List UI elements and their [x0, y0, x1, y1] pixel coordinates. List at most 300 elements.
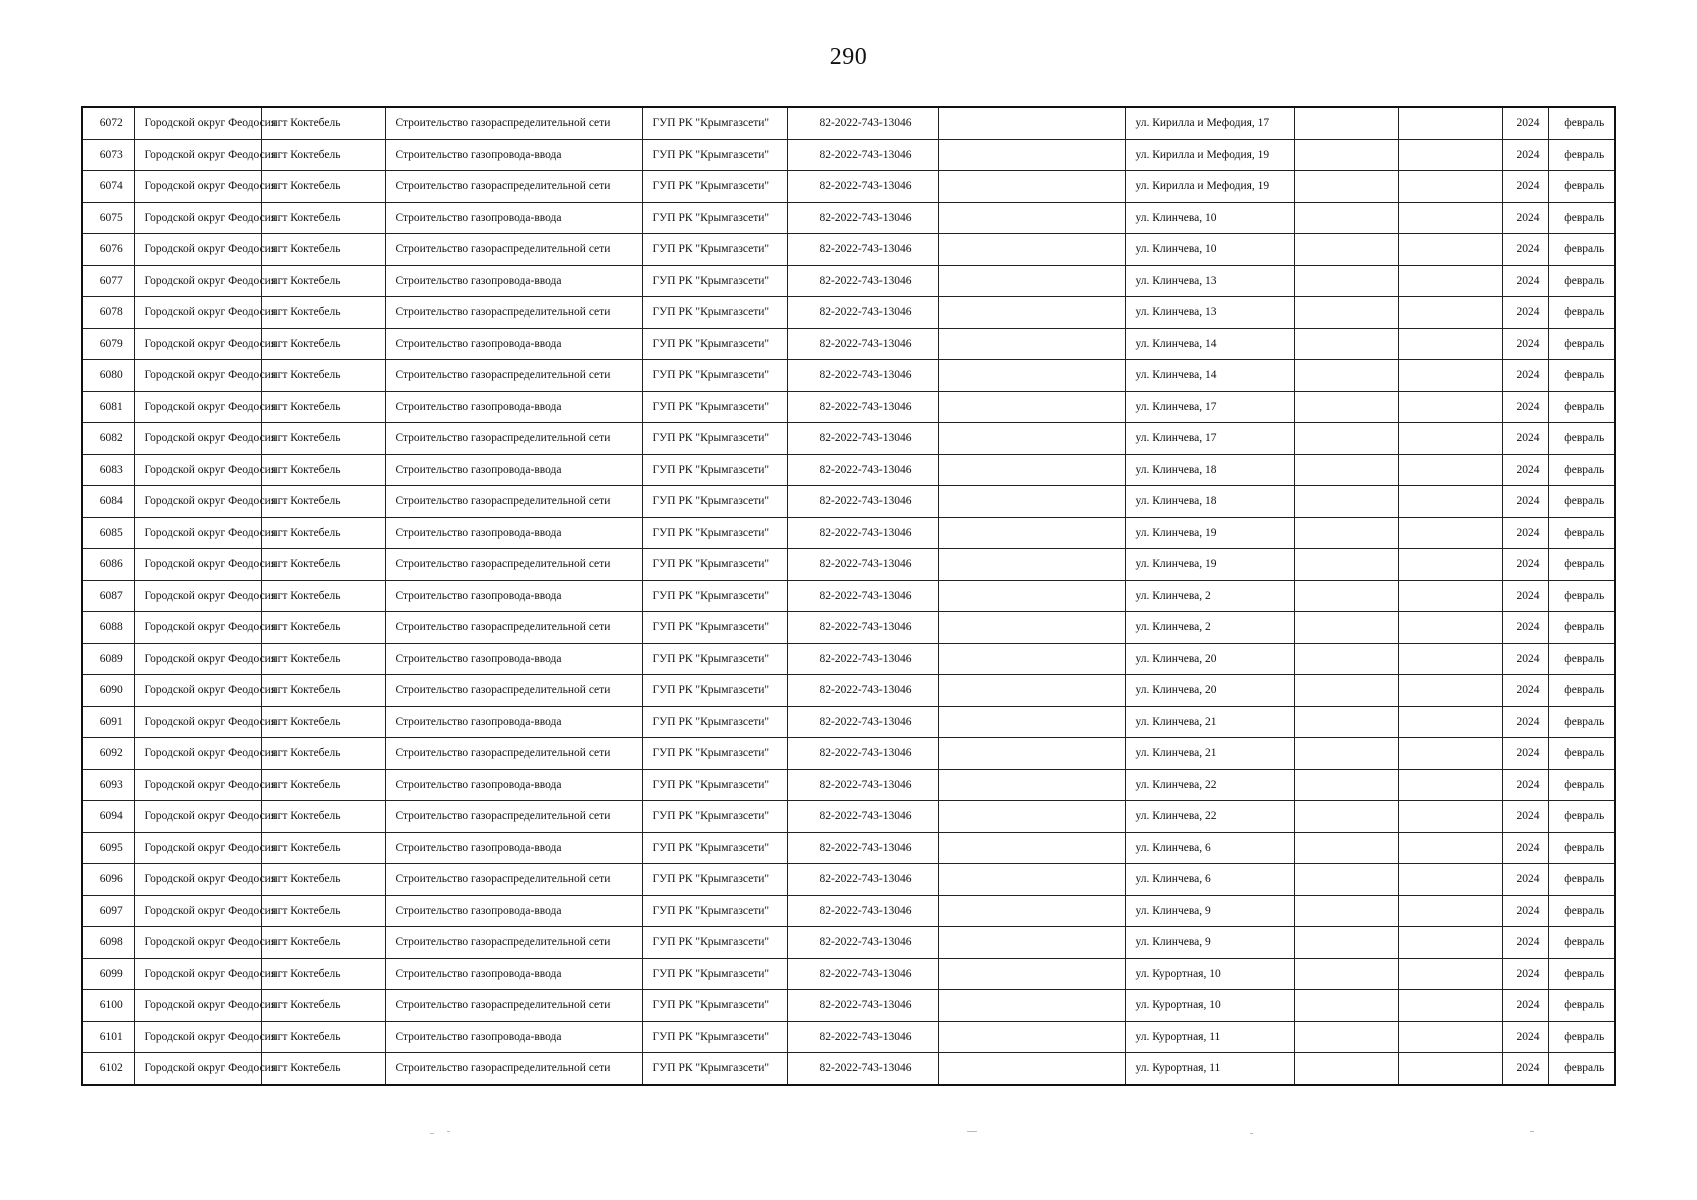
district-cell: Городской округ Феодосия [134, 391, 261, 423]
district-cell: Городской округ Феодосия [134, 895, 261, 927]
row-number: 6095 [82, 832, 134, 864]
organization-cell: ГУП РК "Крымгазсети" [642, 107, 787, 139]
organization-cell: ГУП РК "Крымгазсети" [642, 738, 787, 770]
empty-cell [938, 738, 1125, 770]
district-cell: Городской округ Феодосия [134, 202, 261, 234]
empty-cell [1294, 202, 1398, 234]
address-cell: ул. Курортная, 11 [1125, 1053, 1294, 1085]
month-cell: февраль [1548, 958, 1615, 990]
table-row [82, 675, 1615, 707]
registry-code-cell: 82-2022-743-13046 [787, 832, 938, 864]
empty-cell [1294, 107, 1398, 139]
settlement-cell: пгт Коктебель [261, 423, 385, 455]
organization-cell: ГУП РК "Крымгазсети" [642, 486, 787, 518]
organization-cell: ГУП РК "Крымгазсети" [642, 769, 787, 801]
registry-code-cell: 82-2022-743-13046 [787, 454, 938, 486]
empty-cell [1294, 549, 1398, 581]
table-row [82, 297, 1615, 329]
empty-cell [938, 391, 1125, 423]
registry-code-cell: 82-2022-743-13046 [787, 549, 938, 581]
month-cell: февраль [1548, 832, 1615, 864]
table-row [82, 107, 1615, 139]
row-number: 6075 [82, 202, 134, 234]
address-cell: ул. Клинчева, 13 [1125, 297, 1294, 329]
row-number: 6093 [82, 769, 134, 801]
empty-cell [938, 297, 1125, 329]
row-number: 6089 [82, 643, 134, 675]
year-cell: 2024 [1502, 675, 1548, 707]
row-number: 6076 [82, 234, 134, 266]
settlement-cell: пгт Коктебель [261, 139, 385, 171]
table-row [82, 706, 1615, 738]
empty-cell [1294, 801, 1398, 833]
district-cell: Городской округ Феодосия [134, 328, 261, 360]
empty-cell [1294, 1021, 1398, 1053]
registry-code-cell: 82-2022-743-13046 [787, 391, 938, 423]
row-number: 6074 [82, 171, 134, 203]
address-cell: ул. Клинчева, 18 [1125, 486, 1294, 518]
row-number: 6079 [82, 328, 134, 360]
district-cell: Городской округ Феодосия [134, 107, 261, 139]
empty-cell [1398, 958, 1502, 990]
settlement-cell: пгт Коктебель [261, 927, 385, 959]
registry-code-cell: 82-2022-743-13046 [787, 706, 938, 738]
row-number: 6098 [82, 927, 134, 959]
empty-cell [938, 517, 1125, 549]
empty-cell [1294, 927, 1398, 959]
registry-code-cell: 82-2022-743-13046 [787, 360, 938, 392]
year-cell: 2024 [1502, 927, 1548, 959]
empty-cell [938, 265, 1125, 297]
settlement-cell: пгт Коктебель [261, 486, 385, 518]
row-number: 6072 [82, 107, 134, 139]
organization-cell: ГУП РК "Крымгазсети" [642, 139, 787, 171]
row-number: 6087 [82, 580, 134, 612]
month-cell: февраль [1548, 139, 1615, 171]
year-cell: 2024 [1502, 297, 1548, 329]
work-type-cell: Строительство газопровода-ввода [385, 454, 642, 486]
empty-cell [1294, 234, 1398, 266]
settlement-cell: пгт Коктебель [261, 832, 385, 864]
organization-cell: ГУП РК "Крымгазсети" [642, 895, 787, 927]
empty-cell [1398, 832, 1502, 864]
empty-cell [1398, 990, 1502, 1022]
empty-cell [938, 643, 1125, 675]
work-type-cell: Строительство газораспределительной сети [385, 1053, 642, 1085]
year-cell: 2024 [1502, 549, 1548, 581]
row-number: 6078 [82, 297, 134, 329]
registry-code-cell: 82-2022-743-13046 [787, 107, 938, 139]
organization-cell: ГУП РК "Крымгазсети" [642, 360, 787, 392]
empty-cell [1398, 801, 1502, 833]
table-row [82, 612, 1615, 644]
empty-cell [1294, 297, 1398, 329]
month-cell: февраль [1548, 675, 1615, 707]
address-cell: ул. Клинчева, 9 [1125, 927, 1294, 959]
registry-code-cell: 82-2022-743-13046 [787, 202, 938, 234]
work-type-cell: Строительство газопровода-ввода [385, 139, 642, 171]
district-cell: Городской округ Феодосия [134, 517, 261, 549]
row-number: 6084 [82, 486, 134, 518]
month-cell: февраль [1548, 643, 1615, 675]
settlement-cell: пгт Коктебель [261, 738, 385, 770]
year-cell: 2024 [1502, 423, 1548, 455]
settlement-cell: пгт Коктебель [261, 612, 385, 644]
organization-cell: ГУП РК "Крымгазсети" [642, 990, 787, 1022]
year-cell: 2024 [1502, 486, 1548, 518]
empty-cell [1398, 549, 1502, 581]
district-cell: Городской округ Феодосия [134, 706, 261, 738]
settlement-cell: пгт Коктебель [261, 706, 385, 738]
table-row [82, 234, 1615, 266]
empty-cell [1398, 738, 1502, 770]
table-row [82, 1053, 1615, 1085]
district-cell: Городской округ Феодосия [134, 234, 261, 266]
empty-cell [938, 549, 1125, 581]
year-cell: 2024 [1502, 360, 1548, 392]
address-cell: ул. Курортная, 10 [1125, 958, 1294, 990]
settlement-cell: пгт Коктебель [261, 1053, 385, 1085]
settlement-cell: пгт Коктебель [261, 107, 385, 139]
empty-cell [938, 990, 1125, 1022]
address-cell: ул. Клинчева, 14 [1125, 360, 1294, 392]
work-type-cell: Строительство газопровода-ввода [385, 1021, 642, 1053]
empty-cell [1294, 454, 1398, 486]
work-type-cell: Строительство газораспределительной сети [385, 927, 642, 959]
empty-cell [1294, 265, 1398, 297]
registry-code-cell: 82-2022-743-13046 [787, 927, 938, 959]
settlement-cell: пгт Коктебель [261, 580, 385, 612]
organization-cell: ГУП РК "Крымгазсети" [642, 801, 787, 833]
month-cell: февраль [1548, 1053, 1615, 1085]
empty-cell [938, 171, 1125, 203]
row-number: 6099 [82, 958, 134, 990]
row-number: 6085 [82, 517, 134, 549]
work-type-cell: Строительство газораспределительной сети [385, 738, 642, 770]
table-row [82, 769, 1615, 801]
work-type-cell: Строительство газопровода-ввода [385, 769, 642, 801]
row-number: 6102 [82, 1053, 134, 1085]
month-cell: февраль [1548, 297, 1615, 329]
table-row [82, 958, 1615, 990]
work-type-cell: Строительство газораспределительной сети [385, 486, 642, 518]
registry-code-cell: 82-2022-743-13046 [787, 1053, 938, 1085]
month-cell: февраль [1548, 801, 1615, 833]
address-cell: ул. Клинчева, 17 [1125, 391, 1294, 423]
address-cell: ул. Клинчева, 18 [1125, 454, 1294, 486]
address-cell: ул. Клинчева, 2 [1125, 612, 1294, 644]
organization-cell: ГУП РК "Крымгазсети" [642, 454, 787, 486]
empty-cell [1294, 864, 1398, 896]
registry-code-cell: 82-2022-743-13046 [787, 738, 938, 770]
address-cell: ул. Кирилла и Мефодия, 19 [1125, 139, 1294, 171]
table-row [82, 391, 1615, 423]
work-type-cell: Строительство газораспределительной сети [385, 171, 642, 203]
registry-code-cell: 82-2022-743-13046 [787, 675, 938, 707]
table-row [82, 549, 1615, 581]
organization-cell: ГУП РК "Крымгазсети" [642, 958, 787, 990]
empty-cell [1294, 328, 1398, 360]
month-cell: февраль [1548, 895, 1615, 927]
table-row [82, 832, 1615, 864]
empty-cell [938, 328, 1125, 360]
work-type-cell: Строительство газопровода-ввода [385, 328, 642, 360]
address-cell: ул. Клинчева, 13 [1125, 265, 1294, 297]
district-cell: Городской округ Феодосия [134, 675, 261, 707]
row-number: 6094 [82, 801, 134, 833]
empty-cell [1294, 391, 1398, 423]
empty-cell [938, 612, 1125, 644]
year-cell: 2024 [1502, 738, 1548, 770]
district-cell: Городской округ Феодосия [134, 990, 261, 1022]
table-row [82, 139, 1615, 171]
empty-cell [1294, 517, 1398, 549]
empty-cell [938, 580, 1125, 612]
row-number: 6077 [82, 265, 134, 297]
district-cell: Городской округ Феодосия [134, 549, 261, 581]
registry-code-cell: 82-2022-743-13046 [787, 990, 938, 1022]
table-row [82, 202, 1615, 234]
organization-cell: ГУП РК "Крымгазсети" [642, 202, 787, 234]
year-cell: 2024 [1502, 864, 1548, 896]
empty-cell [938, 801, 1125, 833]
year-cell: 2024 [1502, 895, 1548, 927]
empty-cell [1294, 139, 1398, 171]
row-number: 6096 [82, 864, 134, 896]
table-row [82, 171, 1615, 203]
settlement-cell: пгт Коктебель [261, 675, 385, 707]
month-cell: февраль [1548, 107, 1615, 139]
year-cell: 2024 [1502, 612, 1548, 644]
year-cell: 2024 [1502, 769, 1548, 801]
empty-cell [938, 234, 1125, 266]
empty-cell [1398, 927, 1502, 959]
empty-cell [1294, 958, 1398, 990]
empty-cell [1398, 328, 1502, 360]
work-type-cell: Строительство газопровода-ввода [385, 265, 642, 297]
table-row [82, 864, 1615, 896]
address-cell: ул. Клинчева, 19 [1125, 517, 1294, 549]
month-cell: февраль [1548, 580, 1615, 612]
month-cell: февраль [1548, 423, 1615, 455]
register-table [81, 106, 1616, 1086]
organization-cell: ГУП РК "Крымгазсети" [642, 864, 787, 896]
empty-cell [1398, 486, 1502, 518]
district-cell: Городской округ Феодосия [134, 801, 261, 833]
empty-cell [1398, 297, 1502, 329]
year-cell: 2024 [1502, 958, 1548, 990]
table-row [82, 360, 1615, 392]
settlement-cell: пгт Коктебель [261, 454, 385, 486]
registry-code-cell: 82-2022-743-13046 [787, 864, 938, 896]
row-number: 6082 [82, 423, 134, 455]
address-cell: ул. Клинчева, 6 [1125, 832, 1294, 864]
organization-cell: ГУП РК "Крымгазсети" [642, 328, 787, 360]
registry-code-cell: 82-2022-743-13046 [787, 580, 938, 612]
month-cell: февраль [1548, 360, 1615, 392]
address-cell: ул. Курортная, 11 [1125, 1021, 1294, 1053]
empty-cell [1398, 202, 1502, 234]
registry-code-cell: 82-2022-743-13046 [787, 234, 938, 266]
district-cell: Городской округ Феодосия [134, 580, 261, 612]
row-number: 6088 [82, 612, 134, 644]
empty-cell [1398, 454, 1502, 486]
settlement-cell: пгт Коктебель [261, 990, 385, 1022]
row-number: 6083 [82, 454, 134, 486]
organization-cell: ГУП РК "Крымгазсети" [642, 643, 787, 675]
year-cell: 2024 [1502, 801, 1548, 833]
month-cell: февраль [1548, 202, 1615, 234]
district-cell: Городской округ Феодосия [134, 486, 261, 518]
organization-cell: ГУП РК "Крымгазсети" [642, 706, 787, 738]
empty-cell [938, 769, 1125, 801]
district-cell: Городской округ Феодосия [134, 643, 261, 675]
organization-cell: ГУП РК "Крымгазсети" [642, 1053, 787, 1085]
settlement-cell: пгт Коктебель [261, 234, 385, 266]
work-type-cell: Строительство газопровода-ввода [385, 517, 642, 549]
table-row [82, 423, 1615, 455]
empty-cell [1294, 360, 1398, 392]
month-cell: февраль [1548, 171, 1615, 203]
month-cell: февраль [1548, 864, 1615, 896]
empty-cell [1398, 769, 1502, 801]
row-number: 6080 [82, 360, 134, 392]
work-type-cell: Строительство газопровода-ввода [385, 832, 642, 864]
empty-cell [938, 706, 1125, 738]
empty-cell [1398, 107, 1502, 139]
row-number: 6097 [82, 895, 134, 927]
empty-cell [938, 832, 1125, 864]
settlement-cell: пгт Коктебель [261, 360, 385, 392]
empty-cell [938, 360, 1125, 392]
row-number: 6100 [82, 990, 134, 1022]
address-cell: ул. Клинчева, 20 [1125, 675, 1294, 707]
organization-cell: ГУП РК "Крымгазсети" [642, 171, 787, 203]
row-number: 6086 [82, 549, 134, 581]
address-cell: ул. Клинчева, 20 [1125, 643, 1294, 675]
year-cell: 2024 [1502, 391, 1548, 423]
empty-cell [1398, 675, 1502, 707]
empty-cell [938, 107, 1125, 139]
empty-cell [1294, 612, 1398, 644]
registry-code-cell: 82-2022-743-13046 [787, 643, 938, 675]
empty-cell [1398, 1053, 1502, 1085]
settlement-cell: пгт Коктебель [261, 958, 385, 990]
address-cell: ул. Клинчева, 14 [1125, 328, 1294, 360]
registry-code-cell: 82-2022-743-13046 [787, 801, 938, 833]
work-type-cell: Строительство газораспределительной сети [385, 612, 642, 644]
table-row [82, 895, 1615, 927]
table-row [82, 927, 1615, 959]
settlement-cell: пгт Коктебель [261, 1021, 385, 1053]
work-type-cell: Строительство газораспределительной сети [385, 423, 642, 455]
empty-cell [938, 139, 1125, 171]
row-number: 6101 [82, 1021, 134, 1053]
empty-cell [938, 927, 1125, 959]
year-cell: 2024 [1502, 643, 1548, 675]
work-type-cell: Строительство газопровода-ввода [385, 580, 642, 612]
organization-cell: ГУП РК "Крымгазсети" [642, 423, 787, 455]
register-sheet [81, 106, 1614, 1086]
empty-cell [1294, 769, 1398, 801]
organization-cell: ГУП РК "Крымгазсети" [642, 517, 787, 549]
month-cell: февраль [1548, 1021, 1615, 1053]
year-cell: 2024 [1502, 107, 1548, 139]
work-type-cell: Строительство газораспределительной сети [385, 107, 642, 139]
organization-cell: ГУП РК "Крымгазсети" [642, 580, 787, 612]
address-cell: ул. Клинчева, 6 [1125, 864, 1294, 896]
month-cell: февраль [1548, 486, 1615, 518]
year-cell: 2024 [1502, 234, 1548, 266]
empty-cell [938, 454, 1125, 486]
work-type-cell: Строительство газораспределительной сети [385, 297, 642, 329]
settlement-cell: пгт Коктебель [261, 328, 385, 360]
work-type-cell: Строительство газопровода-ввода [385, 391, 642, 423]
organization-cell: ГУП РК "Крымгазсети" [642, 549, 787, 581]
month-cell: февраль [1548, 990, 1615, 1022]
year-cell: 2024 [1502, 706, 1548, 738]
table-row [82, 801, 1615, 833]
district-cell: Городской округ Феодосия [134, 265, 261, 297]
district-cell: Городской округ Феодосия [134, 612, 261, 644]
month-cell: февраль [1548, 391, 1615, 423]
row-number: 6092 [82, 738, 134, 770]
registry-code-cell: 82-2022-743-13046 [787, 895, 938, 927]
district-cell: Городской округ Феодосия [134, 139, 261, 171]
registry-code-cell: 82-2022-743-13046 [787, 139, 938, 171]
month-cell: февраль [1548, 706, 1615, 738]
registry-code-cell: 82-2022-743-13046 [787, 423, 938, 455]
registry-code-cell: 82-2022-743-13046 [787, 297, 938, 329]
empty-cell [1294, 832, 1398, 864]
address-cell: ул. Курортная, 10 [1125, 990, 1294, 1022]
settlement-cell: пгт Коктебель [261, 864, 385, 896]
settlement-cell: пгт Коктебель [261, 517, 385, 549]
empty-cell [1398, 360, 1502, 392]
organization-cell: ГУП РК "Крымгазсети" [642, 832, 787, 864]
district-cell: Городской округ Феодосия [134, 958, 261, 990]
work-type-cell: Строительство газораспределительной сети [385, 675, 642, 707]
empty-cell [1294, 1053, 1398, 1085]
work-type-cell: Строительство газопровода-ввода [385, 895, 642, 927]
empty-cell [938, 1021, 1125, 1053]
empty-cell [1294, 990, 1398, 1022]
registry-code-cell: 82-2022-743-13046 [787, 612, 938, 644]
month-cell: февраль [1548, 769, 1615, 801]
work-type-cell: Строительство газопровода-ввода [385, 643, 642, 675]
empty-cell [1398, 139, 1502, 171]
organization-cell: ГУП РК "Крымгазсети" [642, 265, 787, 297]
address-cell: ул. Кирилла и Мефодия, 17 [1125, 107, 1294, 139]
year-cell: 2024 [1502, 454, 1548, 486]
table-row [82, 454, 1615, 486]
empty-cell [1294, 675, 1398, 707]
empty-cell [1398, 612, 1502, 644]
district-cell: Городской округ Феодосия [134, 832, 261, 864]
table-row [82, 738, 1615, 770]
registry-code-cell: 82-2022-743-13046 [787, 517, 938, 549]
registry-code-cell: 82-2022-743-13046 [787, 486, 938, 518]
work-type-cell: Строительство газораспределительной сети [385, 360, 642, 392]
month-cell: февраль [1548, 265, 1615, 297]
empty-cell [938, 864, 1125, 896]
empty-cell [1398, 864, 1502, 896]
address-cell: ул. Клинчева, 19 [1125, 549, 1294, 581]
year-cell: 2024 [1502, 202, 1548, 234]
empty-cell [1294, 706, 1398, 738]
month-cell: февраль [1548, 927, 1615, 959]
page-number: 290 [829, 44, 868, 70]
